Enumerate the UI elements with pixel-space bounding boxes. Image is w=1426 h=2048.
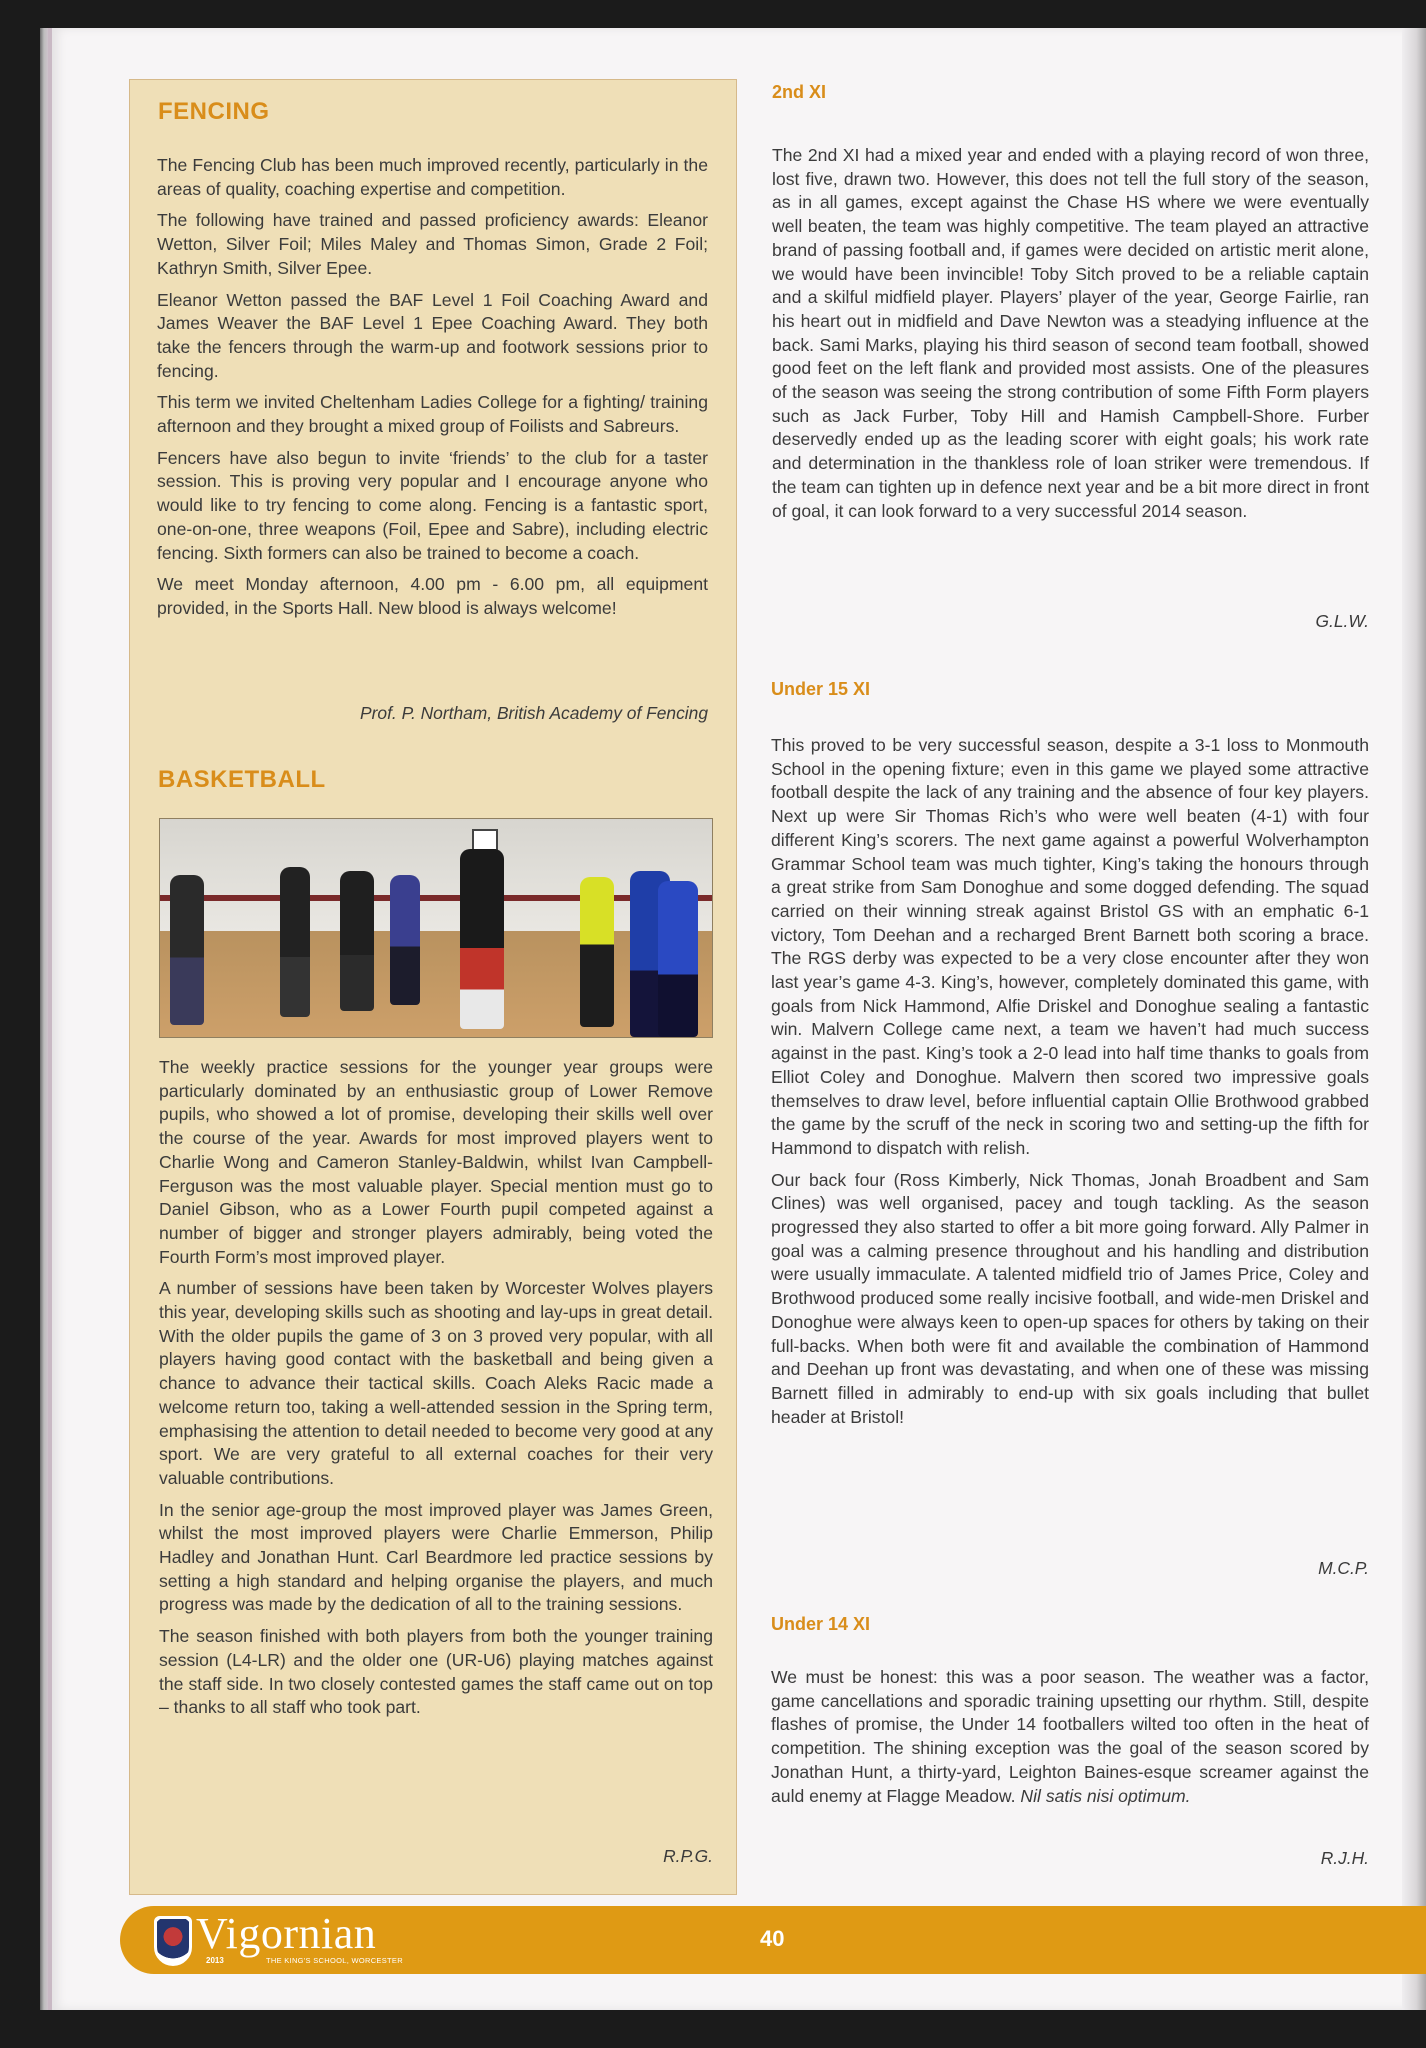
magazine-year: 2013	[206, 1956, 224, 1965]
fencing-paragraph: We meet Monday afternoon, 4.00 pm - 6.00 pm, all equipment provided, in the Sports Hall. New blood is always welcome!	[157, 574, 708, 618]
school-crest-icon	[154, 1916, 192, 1966]
photo-player	[340, 871, 374, 1011]
under15-heading: Under 15 XI	[771, 679, 871, 699]
photo-coach	[460, 849, 504, 1029]
under15-body	[771, 734, 1369, 1437]
fencing-signature: Prof. P. Northam, British Academy of Fencing	[360, 703, 708, 723]
second-xi-paragraph: The 2nd XI had a mixed year and ended with a playing record of won three, lost five, drawn two. However, this does not tell the full story of the season, as in all games, except against the Chase HS where we were eventually well beaten, the team was highly competitive. The team played an attractive brand of passing football and, if games were decided on artistic merit alone, we would have been invincible! Toby Sitch proved to be a reliable captain and a skilful midfield player. Players’ player of the year, George Fairlie, ran his heart out in midfield and Dave Newton was a steadying influence at the back. Sami Marks, playing his third season of second team football, showed good feet on the left flank and provided most assists. One of the pleasures of the season was seeing the strong contribution of some Fifth Form players such as Jack Furber, Toby Hill and Hamish Campbell-Shore. Furber deservedly ended up as the leading scorer with eight goals; his work rate and determination in the thankless role of loan striker were tremendous. If the team can tighten up in defence next year and be a bit more direct in front of goal, it can look forward to a very successful 2014 season.	[772, 145, 1369, 521]
basketball-signature: R.P.G.	[663, 1846, 713, 1866]
basketball-body	[159, 1056, 713, 1728]
basketball-practice-photo	[159, 818, 713, 1038]
photo-player	[390, 875, 420, 1005]
basketball-paragraph: The weekly practice sessions for the younger year groups were particularly dominated by an enthusiastic group of Lower Remove pupils, who showed a lot of promise, developing their skills well over the course of the year. Awards for most improved players went to Charlie Wong and Cameron Stanley-Baldwin, whilst Ivan Campbell-Ferguson was the most valuable player. Special mention must go to Daniel Gibson, who as a Lower Fourth pupil competed against a number of bigger and stronger players admirably, being voted the Fourth Form’s most improved player.	[159, 1057, 713, 1267]
under14-heading: Under 14 XI	[771, 1614, 871, 1634]
photo-player	[658, 881, 698, 1037]
under14-paragraph	[771, 1666, 1369, 1808]
under15-signature: M.C.P.	[1318, 1558, 1369, 1578]
photo-player	[580, 877, 614, 1027]
under14-signature: R.J.H.	[1320, 1848, 1369, 1868]
under14-paragraph-text: We must be honest: this was a poor season. The weather was a factor, game cancellations and sporadic training upsetting our rhythm. Still, despite flashes of promise, the Under 14 footballers wilted too often in the heat of competition. The shining exception was the goal of the season scored by Jonathan Hunt, a thirty-yard, Leighton Baines-esque screamer against the auld enemy at Flagge Meadow.	[771, 1667, 1369, 1806]
fencing-paragraph: Eleanor Wetton passed the BAF Level 1 Foil Coaching Award and James Weaver the BAF Level 1 Epee Coaching Award. They both take the fencers through the warm-up and footwork sessions prior to fencing.	[157, 289, 708, 381]
fencing-paragraph: Fencers have also begun to invite ‘friends’ to the club for a taster session. This is proving very popular and I encourage anyone who would like to try fencing to come along. Fencing is a fantastic sport, one-on-one, three weapons (Foil, Epee and Sabre), including electric fencing. Sixth formers can also be trained to become a coach.	[157, 447, 708, 563]
under15-paragraph: This proved to be very successful season, despite a 3-1 loss to Monmouth School in the opening fixture; even in this game we played some attractive football despite the lack of any training and the absence of four key players. Next up were Sir Thomas Rich’s who were well beaten (4-1) with four different King’s scorers. The next game against a powerful Wolverhampton Grammar School team was much tighter, King’s taking the honours through a great strike from Sam Donoghue and some dogged defending. The squad carried on their winning streak against Bristol GS with an emphatic 6-1 victory, Tom Deehan and a recharged Brent Barnett both scoring a brace. The RGS derby was expected to be a very close encounter after they won last year’s game 4-3. King’s, however, completely dominated this game, with goals from Nick Hammond, Alfie Driskel and Donoghue sealing a fantastic win. Malvern College came next, a team we haven’t had much success against in the past. King’s took a 2-0 lead into half time thanks to goals from Elliot Coley and Donoghue. Malvern then scored two impressive goals themselves to draw level, before influential captain Ollie Brothwood grabbed the game by the scruff of the neck in scoring two and setting-up the fifth for Hammond to dispatch with relish.	[771, 735, 1369, 1158]
fencing-paragraph: The Fencing Club has been much improved recently, particularly in the areas of quality, coaching expertise and competition.	[157, 155, 708, 199]
basketball-heading: BASKETBALL	[158, 766, 326, 793]
photo-backboard	[472, 829, 498, 851]
photo-player	[280, 867, 310, 1017]
magazine-title: Vigornian	[196, 1909, 377, 1958]
under14-motto: Nil satis nisi optimum.	[1020, 1785, 1191, 1806]
second-xi-heading: 2nd XI	[772, 82, 827, 102]
second-xi-body	[772, 144, 1369, 531]
fencing-paragraph: The following have trained and passed proficiency awards: Eleanor Wetton, Silver Foil; Miles Maley and Thomas Simon, Grade 2 Foil; Kathryn Smith, Silver Epee.	[157, 210, 708, 278]
page-number: 40	[760, 1926, 785, 1951]
basketball-paragraph: In the senior age-group the most improved player was James Green, whilst the most improved players were Charlie Emmerson, Philip Hadley and Jonathan Hunt. Carl Beardmore led practice sessions by setting a high standard and helping organise the players, and much progress was made by the dedication of all to the training sessions.	[159, 1499, 713, 1615]
basketball-paragraph: A number of sessions have been taken by Worcester Wolves players this year, developing skills such as shooting and lay-ups in great detail. With the older pupils the game of 3 on 3 proved very popular, with all players having good contact with the basketball and being given a chance to advance their tactical skills. Coach Aleks Racic made a welcome return too, taking a well-attended session in the Spring term, emphasising the attention to detail needed to become very good at any sport. We are very grateful to all external coaches for their very valuable contributions.	[159, 1278, 713, 1488]
magazine-subtitle: THE KING'S SCHOOL, WORCESTER	[266, 1956, 403, 1965]
fencing-body	[157, 154, 708, 629]
under14-body	[771, 1666, 1369, 1816]
photo-player	[170, 875, 204, 1025]
fencing-paragraph: This term we invited Cheltenham Ladies College for a fighting/ training afternoon and they brought a mixed group of Foilists and Sabreurs.	[157, 392, 708, 437]
next-page-edge	[1402, 28, 1426, 2010]
fencing-heading: FENCING	[158, 98, 270, 125]
under15-paragraph: Our back four (Ross Kimberly, Nick Thomas, Jonah Broadbent and Sam Clines) was well organised, pacey and tough tackling. As the season progressed they also started to offer a bit more going forward. Ally Palmer in goal was a calming presence throughout and his handling and distribution were usually immaculate. A talented midfield trio of James Price, Coley and Brothwood produced some really incisive football, and wide-men Driskel and Donoghue were always keen to open-up spaces for others by taking on their full-backs. When both were fit and available the combination of Hammond and Deehan up front was devastating, and when one of these was missing Barnett filled in admirably to end-up with six goals including that bullet header at Bristol!	[771, 1169, 1369, 1427]
basketball-paragraph: The season finished with both players from both the younger training session (L4-LR) and the older one (UR-U6) playing matches against the staff side. In two closely contested games the staff came out on top – thanks to all staff who took part.	[159, 1626, 713, 1718]
second-xi-signature: G.L.W.	[1315, 611, 1369, 631]
